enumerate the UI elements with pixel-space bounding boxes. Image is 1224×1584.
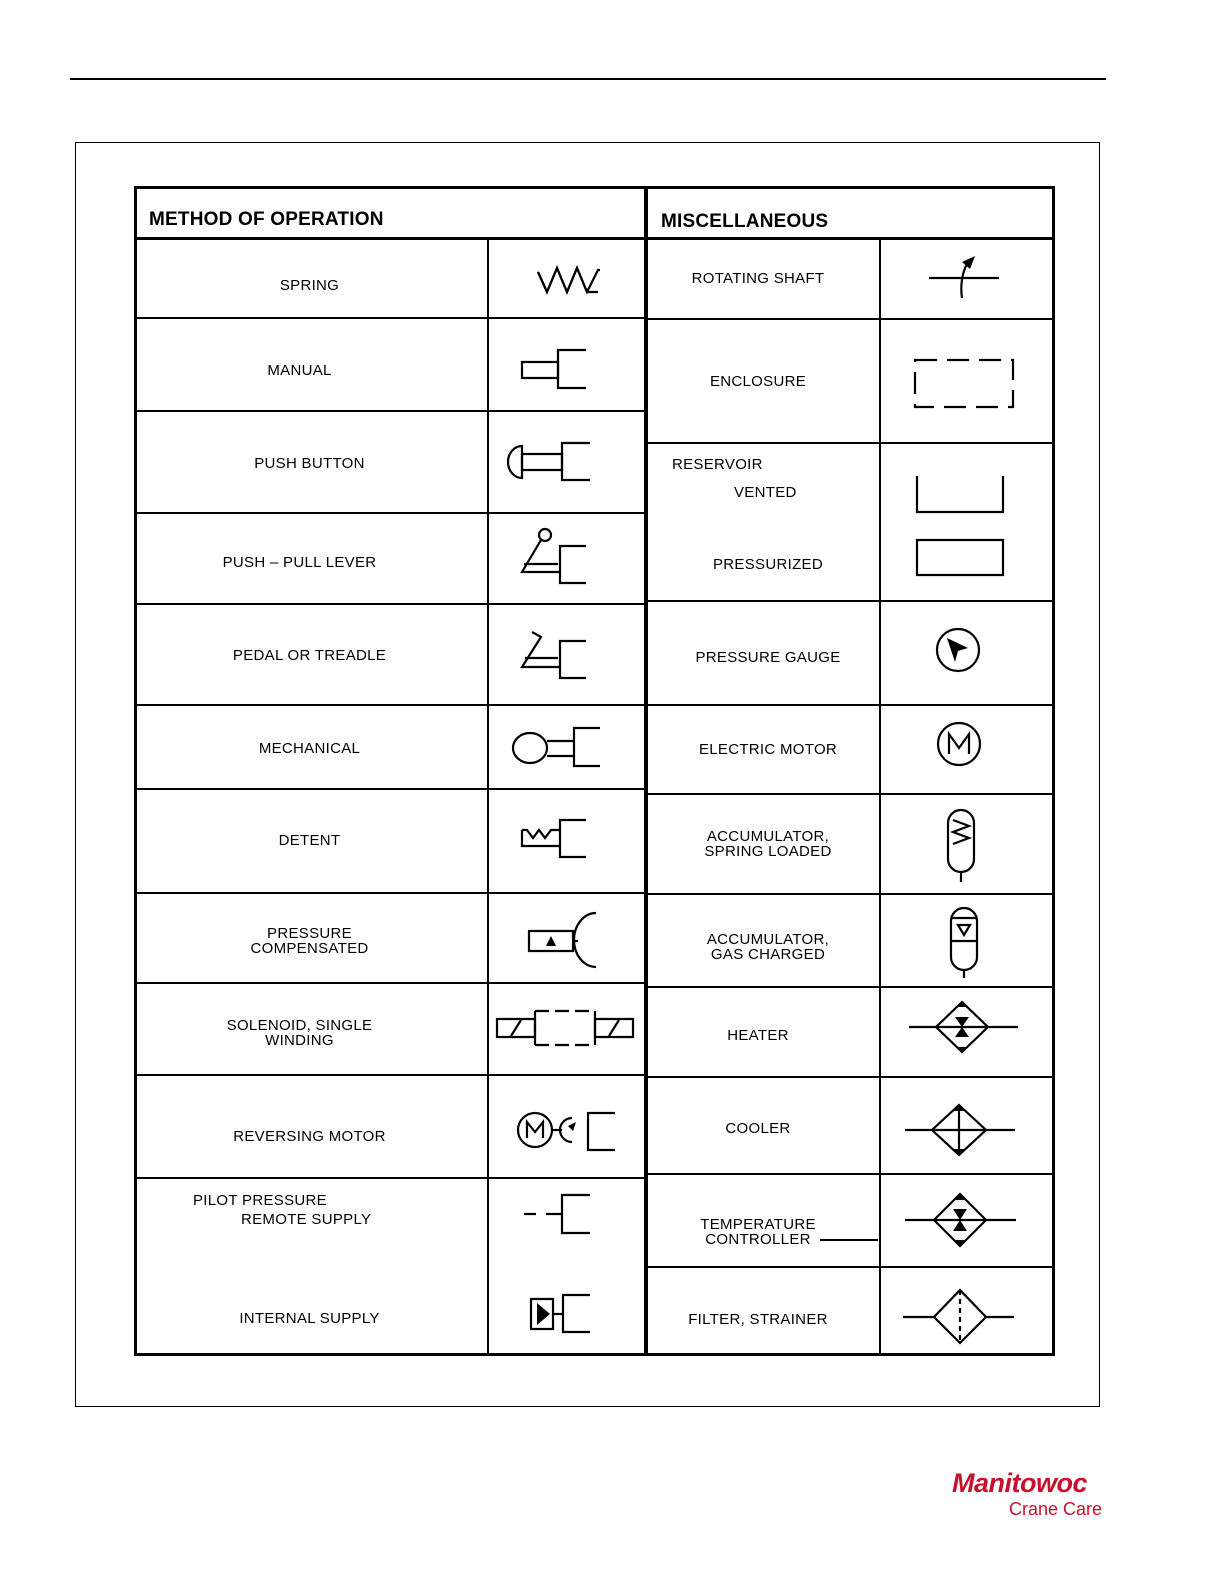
reservoir-vented-symbol [917,476,1003,512]
header-miscellaneous: MISCELLANEOUS [661,211,829,232]
label-reservoir: RESERVOIR [672,456,763,473]
mechanical-symbol [513,728,600,766]
manual-symbol [522,350,586,388]
temp-controller-triangle-down [953,1209,967,1220]
label-vented: VENTED [734,484,797,501]
heater-triangle-down [955,1017,969,1027]
pedal-symbol [522,632,586,678]
spring-symbol [538,268,600,292]
heater-symbol [909,1002,1018,1052]
accumulator-gas-symbol [951,908,977,978]
label-pedal-or-treadle: PEDAL OR TREADLE [232,647,387,664]
logo-tagline: Crane Care [1008,1499,1102,1519]
label-solenoid-single-winding: SOLENOID, SINGLE WINDING [226,1017,373,1049]
label-push-button: PUSH BUTTON [254,455,365,472]
heater-triangle-up [955,1027,969,1037]
label-pressure-gauge: PRESSURE GAUGE [695,649,841,666]
pilot-internal-triangle [537,1303,550,1325]
label-temperature-controller: TEMPERATURE CONTROLLER [700,1216,816,1248]
pilot-remote-symbol [524,1195,590,1233]
reversing-motor-symbol [518,1113,615,1150]
push-button-symbol [508,443,590,480]
label-enclosure: ENCLOSURE [709,373,807,390]
cooler-symbol [905,1105,1015,1155]
detent-symbol [522,820,586,857]
filter-strainer-symbol [903,1290,1014,1343]
temperature-controller-symbol [905,1194,1016,1246]
reversing-motor-arrowhead [568,1122,576,1131]
label-pressure-compensated: PRESSURE COMPENSATED [250,925,369,957]
label-filter-strainer: FILTER, STRAINER [688,1311,828,1328]
label-remote-supply: REMOTE SUPPLY [241,1211,372,1228]
enclosure-symbol [915,360,1013,407]
label-pilot-pressure: PILOT PRESSURE [193,1192,327,1209]
label-electric-motor: ELECTRIC MOTOR [698,741,838,758]
label-cooler: COOLER [725,1120,791,1137]
label-pressurized: PRESSURIZED [713,556,823,573]
label-push-pull-lever: PUSH – PULL LEVER [222,554,377,571]
accumulator-spring-symbol [948,810,974,882]
label-reversing-motor: REVERSING MOTOR [233,1128,386,1145]
solenoid-symbol [497,1011,633,1045]
label-rotating-shaft: ROTATING SHAFT [691,270,825,287]
label-mechanical: MECHANICAL [258,740,361,757]
temp-controller-triangle-up [953,1220,967,1231]
label-internal-supply: INTERNAL SUPPLY [239,1310,380,1327]
label-spring: SPRING [279,277,340,294]
reservoir-pressurized-symbol [917,540,1003,575]
rotating-shaft-symbol [929,264,999,298]
pressure-gauge-pointer [947,638,968,662]
header-method-of-operation: METHOD OF OPERATION [149,209,384,230]
label-heater: HEATER [727,1027,789,1044]
label-manual: MANUAL [267,362,332,379]
push-pull-lever-symbol [522,529,586,583]
rotating-shaft-arrowhead [962,256,975,269]
logo-brand: Manitowoc [952,1468,1087,1498]
label-detent: DETENT [278,832,341,849]
electric-motor-symbol [938,723,980,765]
pressure-compensated-symbol [529,913,596,967]
label-accumulator-gas-charged: ACCUMULATOR, GAS CHARGED [706,931,830,963]
pressure-compensated-arrow [546,936,556,946]
label-accumulator-spring-loaded: ACCUMULATOR, SPRING LOADED [704,828,832,860]
manitowoc-logo [952,1468,1104,1524]
